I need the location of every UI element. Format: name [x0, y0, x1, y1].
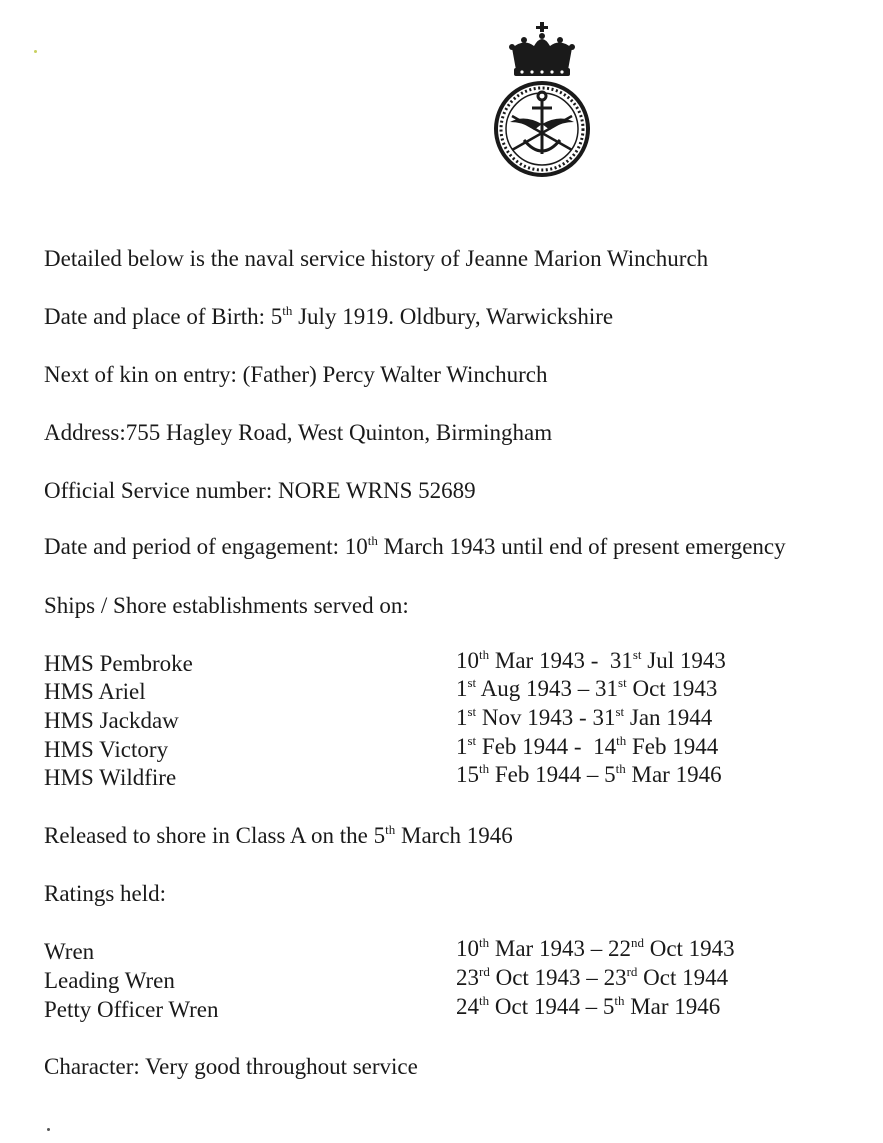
- ship-end-rest: Oct 1943: [632, 676, 718, 701]
- birth-rest: July 1919. Oldbury, Warwickshire: [298, 304, 614, 329]
- birth-day: 5: [270, 304, 283, 329]
- ship-start-suffix: st: [467, 675, 477, 690]
- ship-end-day: 5: [604, 762, 616, 787]
- rating-end-suffix: th: [614, 993, 625, 1008]
- rating-start-rest: Oct 1944 –: [494, 994, 598, 1019]
- rating-start-suffix: th: [479, 993, 490, 1008]
- rating-start-suffix: rd: [479, 964, 490, 979]
- ship-start-day: 1: [456, 734, 468, 759]
- address-line: Address:755 Hagley Road, West Quinton, Birmingham: [44, 420, 553, 445]
- ship-start-day: 15: [456, 762, 479, 787]
- ship-start-suffix: th: [479, 761, 490, 776]
- ship-start-day: 1: [456, 676, 468, 701]
- rating-name: Wren: [44, 939, 95, 964]
- ship-name: HMS Pembroke: [44, 651, 193, 676]
- ship-start-rest: Mar 1943 -: [494, 648, 599, 673]
- ship-start-rest: Feb 1944 –: [494, 762, 599, 787]
- released-label: Released to shore in Class A on the: [44, 823, 368, 848]
- rating-end-suffix: rd: [626, 964, 638, 979]
- next-of-kin-line: Next of kin on entry: (Father) Percy Walter Winchurch: [44, 362, 548, 387]
- scan-speck: [34, 50, 37, 53]
- rating-end-rest: Mar 1946: [630, 994, 721, 1019]
- birth-line: [44, 303, 613, 331]
- ship-dates: [456, 675, 717, 703]
- rating-start-day: 10: [456, 936, 479, 961]
- ship-dates: [456, 761, 722, 789]
- rating-end-rest: Oct 1943: [649, 936, 735, 961]
- ship-start-suffix: th: [479, 647, 490, 662]
- rating-end-day: 5: [602, 994, 615, 1019]
- ship-end-suffix: th: [616, 733, 627, 748]
- ship-start-suffix: st: [467, 704, 477, 719]
- engagement-label: Date and period of engagement:: [44, 534, 340, 559]
- engagement-line: [44, 533, 786, 561]
- rating-dates: [456, 935, 735, 963]
- engagement-rest: March 1943 until end of present emergency: [383, 534, 786, 559]
- birth-day-suffix: th: [282, 303, 293, 318]
- ship-end-suffix: st: [618, 675, 627, 690]
- rating-name: Petty Officer Wren: [44, 997, 219, 1022]
- ship-name: HMS Jackdaw: [44, 708, 179, 733]
- ship-dates: [456, 647, 726, 675]
- rating-end-day: 23: [603, 965, 627, 990]
- ship-end-day: 31: [595, 676, 619, 701]
- service-number-line: Official Service number: NORE WRNS 52689: [44, 478, 476, 503]
- engagement-day: 10: [344, 534, 368, 559]
- rating-dates: [456, 964, 728, 992]
- ship-end-suffix: st: [615, 704, 625, 719]
- ship-end-suffix: th: [615, 761, 626, 776]
- ship-start-day: 10: [456, 648, 479, 673]
- released-day: 5: [373, 823, 386, 848]
- released-day-suffix: th: [385, 822, 396, 837]
- rating-start-suffix: th: [479, 935, 490, 950]
- character-line: Character: Very good throughout service: [44, 1054, 418, 1079]
- naval-crest-icon: [494, 22, 590, 186]
- scan-speck: [47, 1128, 50, 1131]
- intro-line: Detailed below is the naval service history of Jeanne Marion Winchurch: [44, 246, 709, 271]
- ship-name: HMS Victory: [44, 737, 169, 762]
- ship-end-rest: Jul 1943: [647, 648, 726, 673]
- rating-end-suffix: nd: [630, 935, 644, 950]
- ship-dates: [456, 733, 718, 761]
- rating-start-day: 23: [456, 965, 479, 990]
- rating-start-rest: Oct 1943 –: [495, 965, 598, 990]
- birth-label: Date and place of Birth:: [44, 304, 265, 329]
- ship-start-day: 1: [456, 705, 468, 730]
- rating-start-day: 24: [456, 994, 479, 1019]
- ship-start-suffix: st: [467, 733, 477, 748]
- ship-name: HMS Wildfire: [44, 765, 177, 790]
- ship-end-rest: Mar 1946: [631, 762, 722, 787]
- rating-end-day: 22: [607, 936, 631, 961]
- ship-dates: [456, 704, 712, 732]
- ship-end-day: 31: [609, 648, 633, 673]
- rating-start-rest: Mar 1943 –: [494, 936, 603, 961]
- rating-name: Leading Wren: [44, 968, 175, 993]
- rating-end-rest: Oct 1944: [643, 965, 729, 990]
- rating-dates: [456, 993, 720, 1021]
- ship-end-rest: Jan 1944: [629, 705, 713, 730]
- released-line: [44, 822, 513, 850]
- released-rest: March 1946: [401, 823, 513, 848]
- ship-end-day: 14: [593, 734, 617, 759]
- ship-start-rest: Aug 1943 –: [480, 676, 590, 701]
- ship-end-rest: Feb 1944: [631, 734, 719, 759]
- ship-start-rest: Nov 1943 -: [481, 705, 587, 730]
- ship-start-rest: Feb 1944 -: [481, 734, 582, 759]
- engagement-day-suffix: th: [367, 533, 378, 548]
- ship-end-day: 31: [592, 705, 616, 730]
- ship-end-suffix: st: [632, 647, 642, 662]
- ratings-heading: Ratings held:: [44, 881, 167, 906]
- ship-name: HMS Ariel: [44, 679, 146, 704]
- ships-heading: Ships / Shore establishments served on:: [44, 593, 409, 618]
